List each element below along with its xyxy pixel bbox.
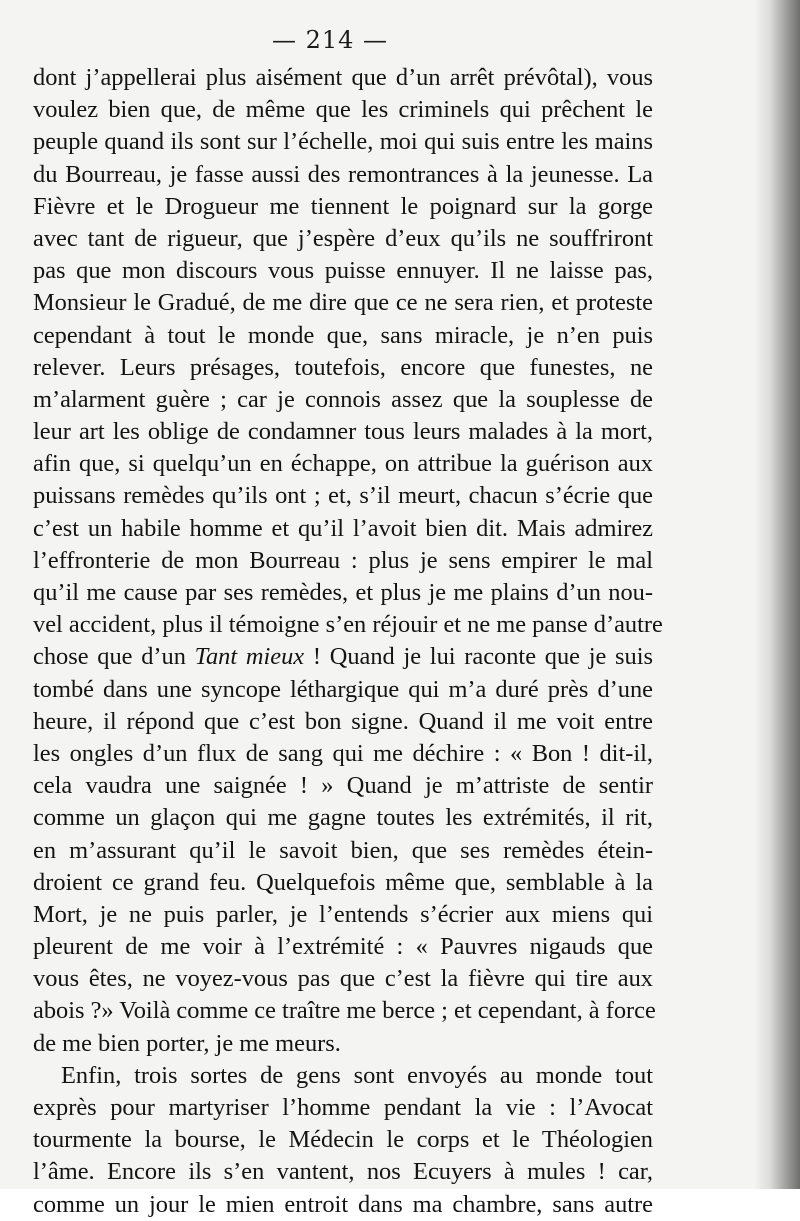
text-line: qu’il me cause par ses remèdes, et plus je me plains d’un nou- bbox=[33, 579, 653, 606]
text-line: afin que, si quelqu’un en échappe, on attribue la guérison aux bbox=[33, 450, 653, 478]
text-line: dont j’appellerai plus aisément que d’un arrêt prévôtal), vous bbox=[33, 64, 653, 91]
text-line: droient ce grand feu. Quelquefois même que, semblable à la bbox=[33, 868, 653, 896]
text-line: tourmente la bourse, le Médecin le corps et le Théologien bbox=[33, 1126, 653, 1154]
text-line: voulez bien que, de même que les criminels qui prêchent le bbox=[33, 96, 653, 124]
text-line: relever. Leurs présages, toutefois, encore que funestes, ne bbox=[33, 353, 653, 381]
text-line-paragraph-start: Enfin, trois sortes de gens sont envoyés au monde tout bbox=[61, 1061, 653, 1089]
text-line: cependant à tout le monde que, sans miracle, je n’en puis bbox=[33, 321, 653, 349]
text-line: l’âme. Encore ils s’en vantent, nos Ecuyers à mules ! car, bbox=[33, 1158, 653, 1186]
italic-phrase: Tant mieux bbox=[194, 643, 305, 671]
text-line: l’effronterie de mon Bourreau : plus je sens empirer le mal bbox=[33, 546, 653, 574]
text-line-with-italic bbox=[33, 641, 653, 673]
text-line: du Bourreau, je fasse aussi des remontrances à la jeunesse. La bbox=[33, 160, 653, 188]
text-line: leur art les oblige de condamner tous leurs malades à la mort, bbox=[33, 418, 653, 446]
text-segment: ! Quand je lui raconte que je suis bbox=[304, 643, 653, 671]
text-line: abois ?» Voilà comme ce traître me berce ; et cependant, à force bbox=[33, 997, 656, 1025]
text-line: comme un jour le mien entroit dans ma chambre, sans autre bbox=[33, 1190, 653, 1218]
text-line: tombé dans une syncope léthargique qui m’a duré près d’une bbox=[33, 675, 653, 703]
text-line: exprès pour martyriser l’homme pendant la vie : l’Avocat bbox=[33, 1094, 653, 1121]
spine-shadow bbox=[754, 0, 800, 1189]
text-line: en m’assurant qu’il le savoit bien, que ses remèdes étein- bbox=[33, 836, 653, 864]
text-line: pas que mon discours vous puisse ennuyer. Il ne laisse pas, bbox=[33, 257, 653, 285]
text-line: comme un glaçon qui me gagne toutes les extrémités, il rit, bbox=[33, 804, 653, 832]
text-line-paragraph-end: de me bien porter, je me meurs. bbox=[33, 1029, 341, 1057]
text-line: m’alarment guère ; car je connois assez que la souplesse de bbox=[33, 385, 653, 413]
text-line: les ongles d’un flux de sang qui me déchire : « Bon ! dit-il, bbox=[33, 739, 653, 767]
text-segment: chose que d’un bbox=[33, 643, 195, 671]
page-number: — 214 — bbox=[271, 26, 389, 54]
text-line: heure, il répond que c’est bon signe. Quand il me voit entre bbox=[33, 707, 653, 735]
text-line: vel accident, plus il témoigne s’en réjouir et ne me panse d’autre bbox=[33, 611, 663, 639]
text-line: Fièvre et le Drogueur me tiennent le poignard sur la gorge bbox=[33, 192, 653, 220]
text-line: vous êtes, ne voyez-vous pas que c’est la fièvre qui tire aux bbox=[33, 965, 653, 993]
body-text bbox=[33, 62, 663, 1221]
text-line: Mort, je ne puis parler, je l’entends s’écrier aux miens qui bbox=[33, 900, 653, 928]
text-line: puissans remèdes qu’ils ont ; et, s’il meurt, chacun s’écrie que bbox=[33, 482, 653, 510]
text-line: pleurent de me voir à l’extrémité : « Pauvres nigauds que bbox=[33, 933, 653, 961]
text-line: cela vaudra une saignée ! » Quand je m’attriste de sentir bbox=[33, 772, 653, 800]
text-line: avec tant de rigueur, que j’espère d’eux qu’ils ne souffriront bbox=[33, 224, 653, 252]
text-line: Monsieur le Gradué, de me dire que ce ne sera rien, et proteste bbox=[33, 289, 653, 317]
text-line: c’est un habile homme et qu’il l’avoit bien dit. Mais admirez bbox=[33, 514, 653, 542]
text-line: peuple quand ils sont sur l’échelle, moi qui suis entre les mains bbox=[33, 128, 653, 156]
